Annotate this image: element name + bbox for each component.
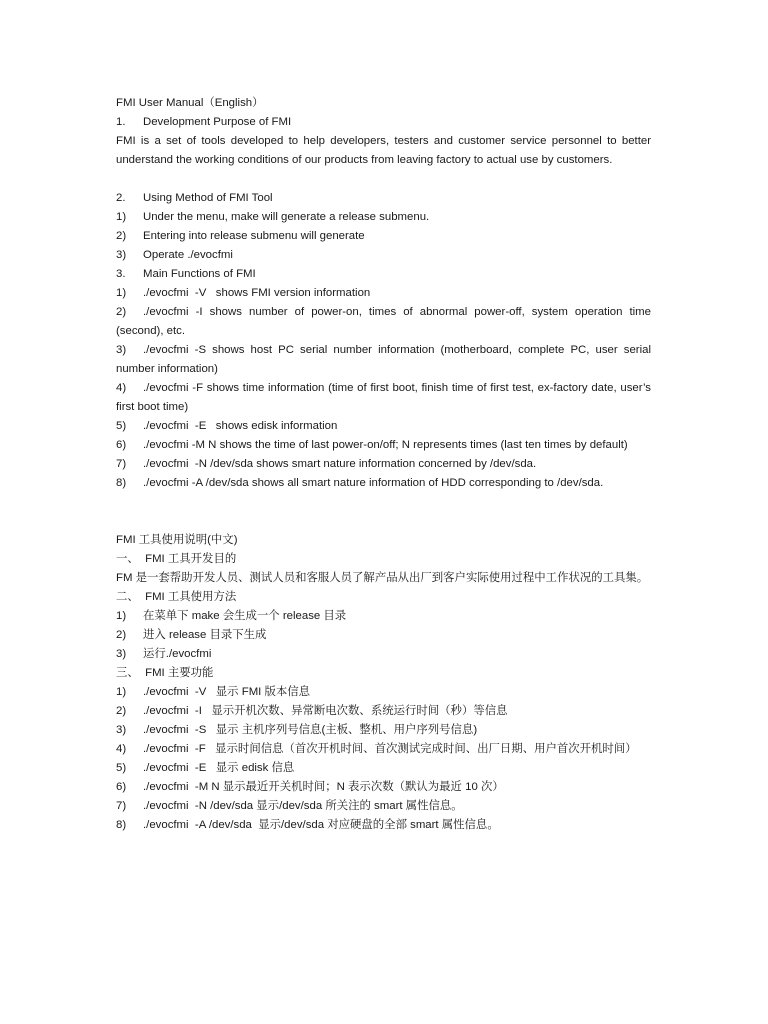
item-text: ./evocfmi -V 显示 FMI 版本信息 — [143, 686, 311, 698]
list-item — [116, 645, 651, 664]
item-number: 8) — [116, 819, 127, 831]
item-text: ./evocfmi -N /dev/sda shows smart nature information concerned by /dev/sda. — [143, 458, 537, 470]
item-text: ./evocfmi -A /dev/sda shows all smart nature information of HDD corresponding to /dev/sda. — [143, 477, 604, 489]
item-text: 进入 release 目录下生成 — [143, 629, 267, 641]
item-number: 2) — [116, 629, 127, 641]
list-item — [116, 208, 651, 227]
item-number: 3) — [116, 249, 127, 261]
list-item — [116, 721, 651, 740]
item-text: ./evocfmi -F shows time information (time of first boot, finish time of first test, ex-factory date, user’s first boot time) — [116, 382, 651, 413]
item-number: 8) — [116, 477, 127, 489]
item-text: ./evocfmi -M N shows the time of last power-on/off; N represents times (last ten times by default) — [143, 439, 628, 451]
item-text: ./evocfmi -S shows host PC serial number information (motherboard, complete PC, user serial number information) — [116, 344, 651, 375]
document-body — [116, 94, 651, 835]
item-number: 6) — [116, 439, 127, 451]
item-text: ./evocfmi -I shows number of power-on, times of abnormal power-off, system operation time (second), etc. — [116, 306, 651, 337]
item-text: ./evocfmi -N /dev/sda 显示/dev/sda 所关注的 smart 属性信息。 — [143, 800, 463, 812]
spacer — [116, 170, 651, 189]
section-heading: Using Method of FMI Tool — [143, 192, 273, 204]
item-number: 5) — [116, 420, 127, 432]
list-item — [116, 778, 651, 797]
list-item — [116, 417, 651, 436]
section-number: 2. — [116, 192, 126, 204]
item-text: ./evocfmi -S 显示 主机序列号信息(主板、整机、用户序列号信息) — [143, 724, 478, 736]
list-item — [116, 797, 651, 816]
english-section-1-heading — [116, 113, 651, 132]
item-number: 4) — [116, 743, 127, 755]
item-text: ./evocfmi -M N 显示最近开关机时间；N 表示次数（默认为最近 10 次） — [143, 781, 504, 793]
list-item — [116, 759, 651, 778]
item-text: ./evocfmi -E shows edisk information — [143, 420, 338, 432]
list-item — [116, 702, 651, 721]
item-text: Operate ./evocfmi — [143, 249, 233, 261]
item-number: 5) — [116, 762, 127, 774]
item-text: ./evocfmi -E 显示 edisk 信息 — [143, 762, 295, 774]
list-item — [116, 626, 651, 645]
section-number: 1. — [116, 116, 126, 128]
item-number: 2) — [116, 306, 127, 318]
list-item — [116, 455, 651, 474]
item-number: 2) — [116, 705, 127, 717]
list-item — [116, 284, 651, 303]
list-item — [116, 246, 651, 265]
chinese-section-2-heading: 二、 FMI 工具使用方法 — [116, 591, 237, 603]
item-number: 1) — [116, 211, 127, 223]
list-item — [116, 607, 651, 626]
english-section-2-heading — [116, 189, 651, 208]
item-text: Under the menu, make will generate a release submenu. — [143, 211, 430, 223]
list-item — [116, 740, 651, 759]
section-number: 3. — [116, 268, 126, 280]
list-item — [116, 227, 651, 246]
item-number: 1) — [116, 686, 127, 698]
list-item — [116, 379, 651, 417]
section-heading: Development Purpose of FMI — [143, 116, 292, 128]
item-text: ./evocfmi -A /dev/sda 显示/dev/sda 对应硬盘的全部 smart 属性信息。 — [143, 819, 499, 831]
list-item — [116, 341, 651, 379]
chinese-section-1-heading: 一、 FMI 工具开发目的 — [116, 553, 237, 565]
item-number: 3) — [116, 648, 127, 660]
item-number: 3) — [116, 724, 127, 736]
chinese-section-1-body: FM 是一套帮助开发人员、测试人员和客服人员了解产品从出厂到客户实际使用过程中工作状况的工具集。 — [116, 572, 649, 584]
item-number: 7) — [116, 458, 127, 470]
list-item — [116, 816, 651, 835]
item-text: 运行./evocfmi — [143, 648, 212, 660]
list-item — [116, 683, 651, 702]
list-item — [116, 474, 651, 493]
item-number: 2) — [116, 230, 127, 242]
chinese-section-3-heading: 三、 FMI 主要功能 — [116, 667, 214, 679]
english-section-3-heading — [116, 265, 651, 284]
item-text: ./evocfmi -V shows FMI version information — [143, 287, 371, 299]
item-number: 1) — [116, 287, 127, 299]
chinese-section — [116, 531, 651, 835]
item-text: Entering into release submenu will generate — [143, 230, 365, 242]
english-section-1-body: FMI is a set of tools developed to help developers, testers and customer service personnel to better understand the working conditions of our products from leaving factory to actual use by customers. — [116, 135, 651, 166]
list-item — [116, 303, 651, 341]
chinese-title: FMI 工具使用说明(中文) — [116, 534, 238, 546]
english-title: FMI User Manual（English） — [116, 97, 264, 109]
item-text: ./evocfmi -F 显示时间信息（首次开机时间、首次测试完成时间、出厂日期、用户首次开机时间） — [143, 743, 637, 755]
item-number: 4) — [116, 382, 127, 394]
item-number: 7) — [116, 800, 127, 812]
item-number: 3) — [116, 344, 127, 356]
item-text: 在菜单下 make 会生成一个 release 目录 — [143, 610, 347, 622]
item-text: ./evocfmi -I 显示开机次数、异常断电次数、系统运行时间（秒）等信息 — [143, 705, 508, 717]
list-item — [116, 436, 651, 455]
item-number: 1) — [116, 610, 127, 622]
item-number: 6) — [116, 781, 127, 793]
section-heading: Main Functions of FMI — [143, 268, 256, 280]
